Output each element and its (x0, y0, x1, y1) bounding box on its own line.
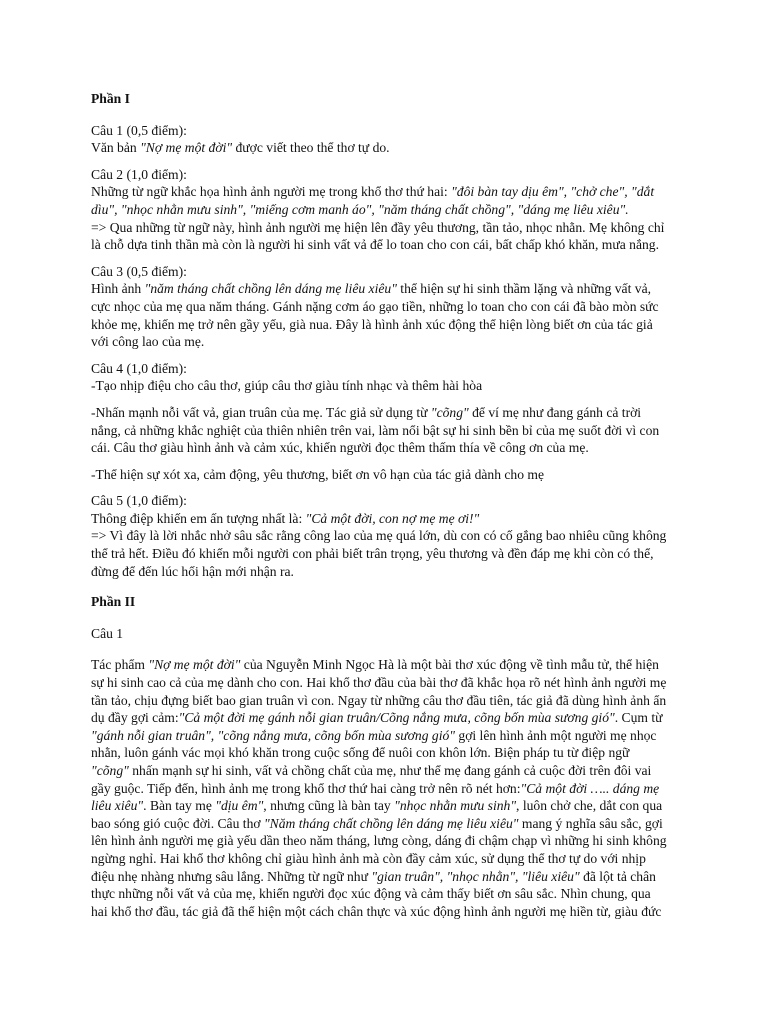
question-4 (91, 360, 676, 395)
essay (91, 656, 676, 920)
essay-line: lên hình ảnh người mẹ già yếu dần theo năm tháng, lưng còng, dáng đi chậm chạp vì những hi sinh không (91, 833, 667, 849)
essay-label: Câu 1 (91, 625, 124, 641)
question-3-label: Câu 3 (0,5 điểm): (91, 263, 187, 279)
essay-line: nhằn, luôn gánh vác mọi khó khăn trong cuộc sống để nuôi con khôn lớn. Biện pháp tu từ điệp ngữ (91, 745, 630, 761)
question-4-label: Câu 4 (1,0 điểm): (91, 360, 187, 376)
question-2 (91, 166, 676, 254)
question-4-line: -Nhấn mạnh nỗi vất vả, gian truân của mẹ. Tác giả sử dụng từ "cõng" để ví mẹ như đang gánh cả trời (91, 404, 642, 420)
question-5-line: thể trả hết. Điều đó khiến mỗi người con phải biết trân trọng, yêu thương và đền đáp mẹ khi còn có thể, (91, 546, 654, 562)
essay-line: dụ đầy gợi cảm:"Cả một đời mẹ gánh nỗi gian truân/Cõng nắng mưa, cõng bốn mùa sương gió". Cụm từ (91, 710, 663, 726)
question-4-line: cái. Câu thơ giàu hình ảnh và cảm xúc, khiến người đọc thêm thấm thía về công ơn của mẹ. (91, 440, 589, 456)
question-4-paragraph (91, 404, 676, 457)
question-4-paragraph (91, 466, 676, 484)
essay-line: liêu xiêu". Bàn tay mẹ "dịu êm", nhưng cũng là bàn tay "nhọc nhằn mưu sinh", luôn chở che, dắt con qua (91, 798, 663, 814)
essay-line: tần tảo, chịu đựng biết bao gian truân vì con. Ngay từ những câu thơ đầu tiên, tác giả đã dùng hình ảnh ẩn (91, 692, 667, 708)
question-3-line: khỏe mẹ, khiến mẹ trở nên gầy yếu, già nua. Đây là hình ảnh xúc động thể hiện lòng biết ơn của tác giả (91, 316, 653, 332)
essay-line: bao sóng gió cuộc đời. Câu thơ "Năm tháng chất chồng lên dáng mẹ liêu xiêu" mang ý nghĩa sâu sắc, gợi (91, 815, 663, 831)
question-1-label: Câu 1 (0,5 điểm): (91, 122, 187, 138)
question-5-line: đừng để đến lúc hối hận mới nhận ra. (91, 563, 294, 579)
essay-line: "gánh nỗi gian truân", "cõng nắng mưa, cõng bốn mùa sương gió" gợi lên hình ảnh một người mẹ nhọc (91, 727, 657, 743)
essay-line: gầy guộc. Tiếp đến, hình ảnh mẹ trong khổ thơ thứ hai càng trở nên rõ nét hơn:"Cả một đời ….. dáng mẹ (91, 780, 660, 796)
question-5-line: => Vì đây là lời nhắc nhở sâu sắc rằng công lao của mẹ quá lớn, dù con có cố gắng bao nhiêu cũng không (91, 528, 667, 544)
essay-line: sự hi sinh cao cả của mẹ dành cho con. Hai khổ thơ đầu của bài thơ đã khắc họa rõ nét hình ảnh người mẹ (91, 675, 667, 691)
question-2-label: Câu 2 (1,0 điểm): (91, 166, 187, 182)
essay-line: thực những nỗi vất vả của mẹ, khiến người đọc xúc động và cảm thấy biết ơn sâu sắc. Nhìn chung, qua (91, 886, 651, 902)
question-2-line: dìu", "nhọc nhằn mưu sinh", "miếng cơm manh áo", "năm tháng chất chồng", "dáng mẹ liêu xiêu". (91, 201, 629, 217)
question-2-line: là chỗ dựa tinh thần mà còn là người hi sinh vất vả để lo toan cho con cái, bất chấp khó khăn, mưa nắng. (91, 237, 659, 253)
question-3-line: cực nhọc của mẹ qua năm tháng. Gánh nặng cơm áo gạo tiền, những lo toan cho con cái đã bào mòn sức (91, 298, 659, 314)
part2-heading: Phần II (91, 594, 136, 610)
essay-line: điệu nhẹ nhàng nhưng sâu lắng. Những từ ngữ như "gian truân", "nhọc nhằn", "liêu xiêu" đã lột tả chân (91, 868, 656, 884)
essay-line: ngừng nghỉ. Hai khổ thơ không chỉ giàu hình ảnh mà còn đầy cảm xúc, sử dụng thể thơ tự do với nhịp (91, 850, 646, 866)
question-2-line: Những từ ngữ khắc họa hình ảnh người mẹ trong khổ thơ thứ hai: "đôi bàn tay dịu êm", "chở che", "dắt (91, 184, 655, 200)
essay-line: hai khổ thơ đầu, tác giả đã thể hiện một cách chân thực và xúc động hình ảnh người mẹ hiền từ, giàu đức (91, 903, 662, 919)
question-5-label: Câu 5 (1,0 điểm): (91, 493, 187, 509)
question-1 (91, 122, 676, 157)
question-2-line: => Qua những từ ngữ này, hình ảnh người mẹ hiện lên đầy yêu thương, tần tảo, nhọc nhằn. Mẹ không chỉ (91, 219, 665, 235)
question-3 (91, 263, 676, 351)
question-5-line: Thông điệp khiến em ấn tượng nhất là: "Cả một đời, con nợ mẹ mẹ ơi!" (91, 510, 480, 526)
question-5 (91, 492, 676, 580)
question-1-answer: Văn bản "Nợ mẹ một đời" được viết theo thể thơ tự do. (91, 140, 390, 156)
question-4-point: -Tạo nhịp điệu cho câu thơ, giúp câu thơ giàu tính nhạc và thêm hài hòa (91, 378, 483, 394)
question-3-line: với công lao của mẹ. (91, 334, 205, 350)
part2-question-1-label (91, 625, 676, 643)
essay-line: Tác phẩm "Nợ mẹ một đời" của Nguyễn Minh Ngọc Hà là một bài thơ xúc động về tình mẫu tử, thể hiện (91, 657, 659, 673)
question-4-line: nắng, cả những khắc nghiệt của thiên nhiên trên vai, làm nổi bật sự hi sinh bền bỉ của mẹ suốt đời vì con (91, 422, 660, 438)
part1-heading: Phần I (91, 91, 130, 106)
question-4-point: -Thể hiện sự xót xa, cảm động, yêu thương, biết ơn vô hạn của tác giả dành cho mẹ (91, 466, 545, 482)
question-3-line: Hình ảnh "năm tháng chất chồng lên dáng mẹ liêu xiêu" thể hiện sự hi sinh thầm lặng và những vất vả, (91, 281, 651, 297)
essay-line: "cõng" nhấn mạnh sự hi sinh, vất vả chồng chất của mẹ, như thể mẹ đang gánh cả cuộc đời trên đôi vai (91, 763, 652, 778)
